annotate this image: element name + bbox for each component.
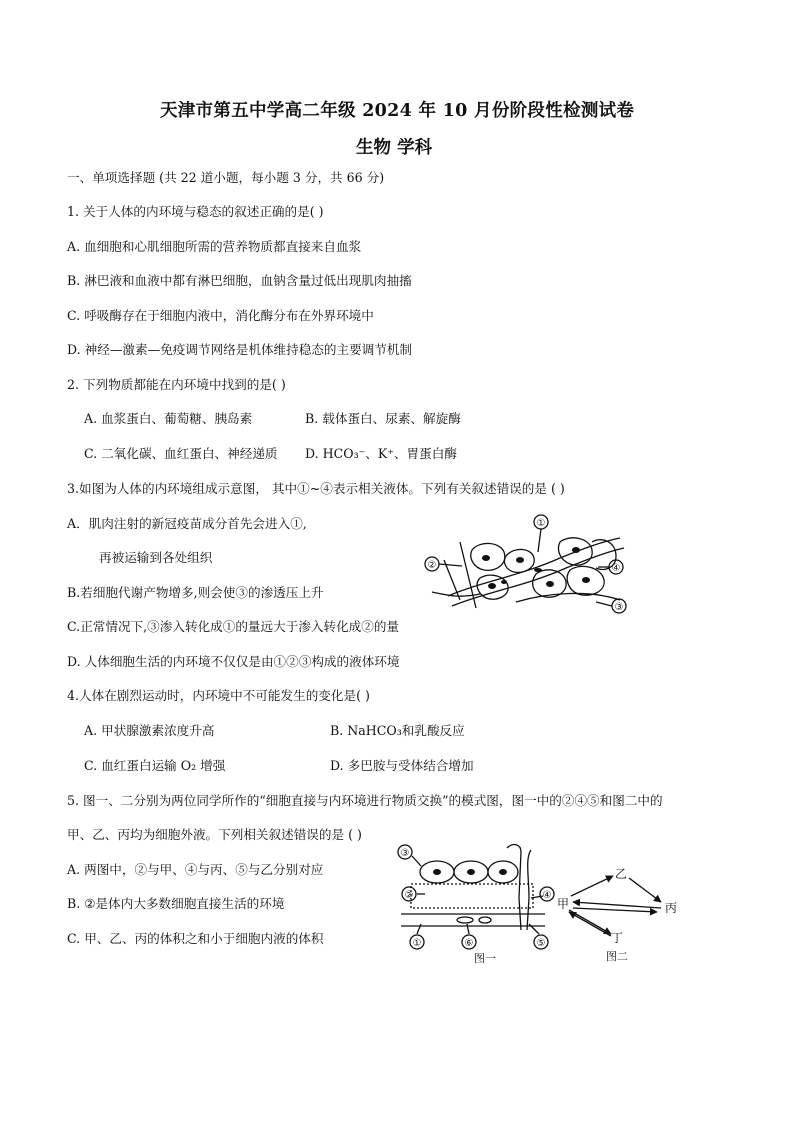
q5-figure-two [555, 862, 685, 962]
q5-fig1-label-6: ⑥ [464, 938, 474, 949]
q3-stem: 3.如图为人体的内环境组成示意图， 其中①~④表示相关液体。下列有关叙述错误的是 ( ) [67, 481, 565, 496]
q5-fig2-node-ding: 丁 [610, 931, 624, 945]
q1-option-d: D. 神经—激素—免疫调节网络是机体维持稳态的主要调节机制 [67, 342, 413, 357]
q3-tissue-figure [420, 512, 635, 614]
q1-option-a: A. 血细胞和心肌细胞所需的营养物质都直接来自血浆 [67, 239, 362, 254]
q1-option-b: B. 淋巴液和血液中都有淋巴细胞，血钠含量过低出现肌肉抽搐 [67, 273, 412, 288]
q5-fig2-node-yi: 乙 [614, 867, 628, 881]
q1-option-c: C. 呼吸酶存在于细胞内液中，消化酶分布在外界环境中 [67, 308, 374, 323]
q4-option-d: D. 多巴胺与受体结合增加 [330, 758, 474, 773]
q3-option-a: A．肌肉注射的新冠疫苗成分首先会进入①, [67, 516, 307, 531]
q5-option-b: B. ②是体内大多数细胞直接生活的环境 [67, 896, 285, 911]
q1-stem: 1. 关于人体的内环境与稳态的叙述正确的是( ) [67, 204, 324, 219]
q5-fig2-node-bing: 丙 [664, 901, 678, 915]
q5-option-a: A. 两图中，②与甲、④与丙、⑤与乙分别对应 [67, 862, 324, 877]
subject-title: 生物 学科 [356, 138, 433, 158]
q5-fig1-caption: 图一 [474, 952, 496, 965]
q2-option-a: A. 血浆蛋白、葡萄糖、胰岛素 [84, 411, 253, 426]
q3-option-d: D. 人体细胞生活的内环境不仅仅是由①②③构成的液体环境 [67, 654, 400, 669]
section-heading: 一、单项选择题 (共 22 道小题，每小题 3 分，共 66 分) [67, 170, 385, 185]
q4-option-b: B. NaHCO₃和乳酸反应 [330, 723, 465, 738]
q2-option-c: C. 二氧化碳、血红蛋白、神经递质 [84, 446, 278, 461]
q5-fig2-node-jia: 甲 [556, 897, 570, 911]
q3-fig-label-4: ④ [611, 563, 621, 574]
q3-option-b: B.若细胞代谢产物增多,则会使③的渗透压上升 [67, 585, 324, 600]
q5-stem-line1: 5. 图一、二分别为两位同学所作的“细胞直接与内环境进行物质交换”的模式图，图一中的②④⑤和图二中的 [67, 793, 663, 808]
q3-option-c: C.正常情况下,③渗入转化成①的量远大于渗入转化成②的量 [67, 619, 400, 634]
q5-fig1-label-5: ⑤ [536, 938, 546, 949]
page-title: 天津市第五中学高二年级 2024 年 10 月份阶段性检测试卷 [160, 101, 635, 121]
q3-option-a-cont: 再被运输到各处组织 [99, 550, 213, 565]
q5-stem-line2: 甲、乙、丙均为细胞外液。下列相关叙述错误的是 ( ) [67, 827, 362, 842]
q5-fig1-label-3: ③ [400, 848, 410, 859]
q3-fig-label-3: ③ [614, 602, 624, 613]
q3-fig-label-2: ② [427, 560, 437, 571]
q4-option-a: A. 甲状腺激素浓度升高 [84, 723, 215, 738]
q2-option-b: B. 载体蛋白、尿素、解旋酶 [305, 411, 461, 426]
q5-fig1-label-1: ① [412, 938, 422, 949]
q2-option-d: D. HCO₃⁻、K⁺、胃蛋白酶 [305, 446, 457, 461]
q3-fig-label-1: ① [536, 518, 546, 529]
q5-option-c: C. 甲、乙、丙的体积之和小于细胞内液的体积 [67, 931, 324, 946]
q4-option-c: C. 血红蛋白运输 O₂ 增强 [84, 758, 226, 773]
q5-fig1-label-4: ④ [542, 890, 552, 901]
q2-stem: 2. 下列物质都能在内环境中找到的是( ) [67, 377, 286, 392]
q4-stem: 4.人体在剧烈运动时，内环境中不可能发生的变化是( ) [67, 688, 370, 703]
q5-fig2-caption: 图二 [606, 950, 628, 962]
q5-figure-one [395, 838, 555, 968]
q5-fig1-label-2: ② [404, 890, 414, 901]
